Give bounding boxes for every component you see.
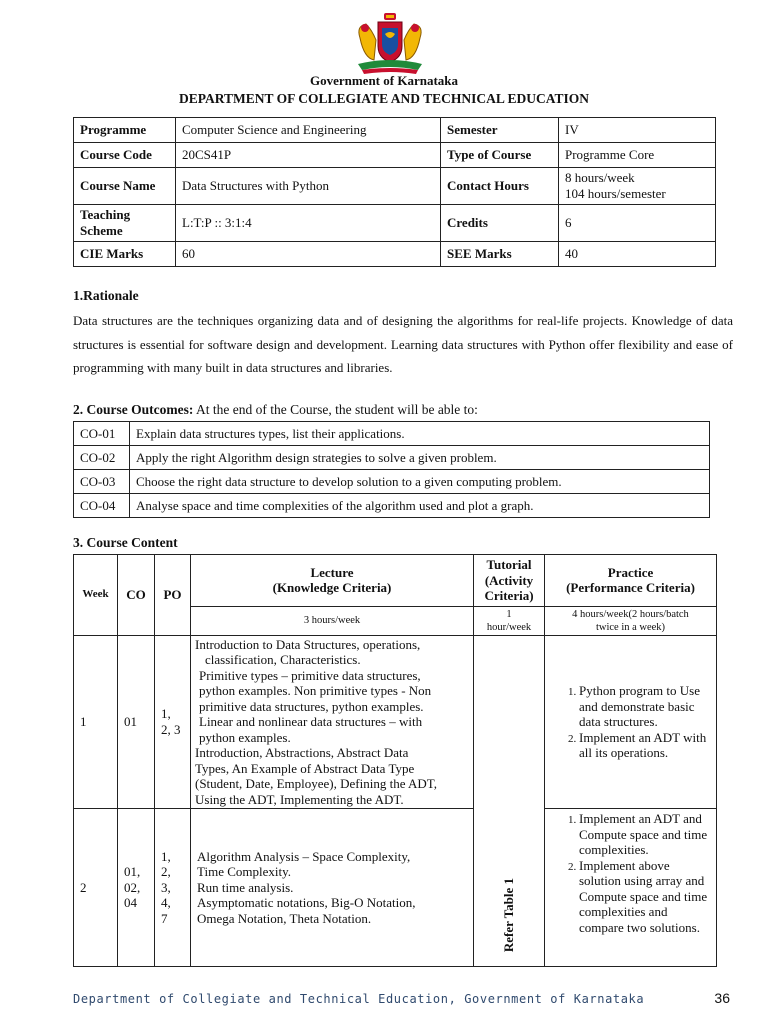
practice-item: 2. Implement an ADT with all its operations. [579, 730, 710, 761]
lecture-line: python examples. Non primitive types - Non [199, 683, 432, 698]
po-line: 7 [161, 910, 168, 926]
semester-value: IV [559, 118, 716, 143]
practice-item: 1. Python program to Use and demonstrate basic data structures. [579, 683, 710, 730]
programme-label: Programme [74, 118, 176, 143]
tutorial-header [474, 555, 545, 607]
lecture-line: Time Complexity. [197, 864, 292, 880]
tutorial-hours-line: hour/week [486, 621, 532, 633]
outcome-code: CO-04 [74, 494, 130, 518]
contact-value [559, 168, 716, 205]
rationale-heading: 1.Rationale [73, 288, 139, 303]
lecture-line: Primitive types – primitive data structures, [199, 667, 421, 683]
contact-label: Contact Hours [441, 168, 559, 205]
see-value: 40 [559, 242, 716, 267]
lecture-line: Introduction to Data Structures, operations, [195, 636, 421, 652]
teaching-label [74, 205, 176, 242]
lecture-header-title: Lecture [310, 564, 354, 580]
week-co: 01 [118, 635, 155, 809]
lecture-line: Asymptomatic notations, Big-O Notation, [197, 895, 416, 911]
course-name-value: Data Structures with Python [176, 168, 441, 205]
po-line: 4, [161, 895, 171, 911]
outcomes-heading-line [73, 402, 478, 418]
contact-value-week: 8 hours/week [565, 170, 635, 185]
semester-label: Semester [441, 118, 559, 143]
outcome-text: Apply the right Algorithm design strategies to solve a given problem. [130, 446, 710, 470]
lecture-line: python examples. [199, 729, 291, 745]
po-line: 2, [161, 864, 171, 880]
co-header: CO [118, 555, 155, 636]
week-po [155, 809, 191, 967]
course-code-value: 20CS41P [176, 143, 441, 168]
practice-hours-line: 4 hours/week(2 hours/batch [572, 608, 689, 620]
practice-header-subtitle: (Performance Criteria) [566, 580, 695, 596]
teaching-value: L:T:P :: 3:1:4 [176, 205, 441, 242]
type-value: Programme Core [559, 143, 716, 168]
tutorial-header-line: (Activity [484, 572, 534, 588]
week-practice [545, 635, 717, 809]
lecture-hours: 3 hours/week [191, 606, 474, 635]
lecture-line: Run time analysis. [197, 879, 294, 895]
practice-item: 2. Implement above solution using array and Compute space and time complexities and compare two solutions. [579, 858, 710, 936]
outcome-code: CO-03 [74, 470, 130, 494]
outcome-code: CO-01 [74, 422, 130, 446]
content-heading: 3. Course Content [73, 535, 178, 550]
lecture-line: Types, An Example of Abstract Data Type [195, 760, 415, 776]
practice-hours-line: twice in a week) [595, 621, 666, 633]
co-line: 01, [124, 864, 141, 880]
week-practice [545, 809, 717, 967]
tutorial-header-line: Tutorial [486, 557, 532, 572]
government-title: Government of Karnataka [309, 73, 459, 88]
lecture-line: primitive data structures, python examples. [199, 698, 424, 714]
cie-value: 60 [176, 242, 441, 267]
lecture-line: (Student, Date, Employee), Defining the ADT, [195, 776, 438, 791]
cie-label: CIE Marks [74, 242, 176, 267]
co-line: 04 [124, 895, 137, 911]
week-header: Week [74, 555, 118, 636]
rationale-text: Data structures are the techniques organizing data and of designing the algorithms for real-life projects. Knowledge of data structures is essential for software design and development. Learning data structures with Python offer flexibility and ease of programming with many built in data structures and libraries. [73, 313, 733, 375]
po-line: 2, 3 [161, 721, 181, 737]
tutorial-header-line: Criteria) [484, 588, 534, 603]
course-code-label: Course Code [74, 143, 176, 168]
credits-label: Credits [441, 205, 559, 242]
table-row [74, 118, 716, 143]
outcome-text: Explain data structures types, list their applications. [130, 422, 710, 446]
lecture-line: Introduction, Abstractions, Abstract Data [195, 745, 409, 760]
teaching-label-line: Teaching [80, 207, 131, 222]
table-row [74, 635, 717, 809]
table-row [74, 143, 716, 168]
table-header-row [74, 555, 717, 607]
course-outcomes-table [73, 421, 710, 518]
po-line: 1, [161, 848, 171, 864]
page-footer: Department of Collegiate and Technical Education, Government of Karnataka [73, 992, 645, 1006]
lecture-line: Omega Notation, Theta Notation. [197, 910, 372, 926]
programme-value: Computer Science and Engineering [176, 118, 441, 143]
type-label: Type of Course [441, 143, 559, 168]
lecture-header [191, 555, 474, 607]
table-row [74, 809, 717, 967]
lecture-line: Algorithm Analysis – Space Complexity, [197, 848, 411, 864]
tutorial-cell [474, 635, 545, 967]
teaching-label-line: Scheme [80, 223, 123, 238]
outcome-code: CO-02 [74, 446, 130, 470]
week-lecture [191, 809, 474, 967]
refer-table-label: Refer Table 1 [501, 878, 517, 953]
week-number: 1 [74, 635, 118, 809]
week-co [118, 809, 155, 967]
lecture-header-subtitle: (Knowledge Criteria) [272, 580, 392, 596]
practice-hours [545, 606, 717, 635]
outcome-text: Choose the right data structure to develop solution to a given computing problem. [130, 470, 710, 494]
table-row [74, 494, 710, 518]
table-row [74, 422, 710, 446]
table-row [74, 470, 710, 494]
tutorial-hours [474, 606, 545, 635]
table-row [74, 446, 710, 470]
page-number: 36 [714, 990, 730, 1006]
tutorial-hours-line: 1 [506, 608, 512, 620]
outcome-text: Analyse space and time complexities of the algorithm used and plot a graph. [130, 494, 710, 518]
credits-value: 6 [559, 205, 716, 242]
course-name-label: Course Name [74, 168, 176, 205]
week-po [155, 635, 191, 809]
po-line: 3, [161, 879, 171, 895]
lecture-line: classification, Characteristics. [205, 652, 361, 667]
co-line: 02, [124, 879, 141, 895]
lecture-line: Linear and nonlinear data structures – with [199, 714, 423, 729]
course-info-table [73, 117, 716, 267]
week-number: 2 [74, 809, 118, 967]
practice-header-title: Practice [607, 564, 654, 580]
course-content-table [73, 554, 717, 967]
outcomes-intro: At the end of the Course, the student will be able to: [193, 402, 478, 417]
table-row [74, 205, 716, 242]
outcomes-heading: 2. Course Outcomes: [73, 402, 194, 417]
department-title: DEPARTMENT OF COLLEGIATE AND TECHNICAL EDUCATION [179, 91, 589, 106]
week-lecture [191, 635, 474, 809]
table-row [74, 168, 716, 205]
lecture-line: Using the ADT, Implementing the ADT. [195, 791, 404, 807]
contact-value-semester: 104 hours/semester [565, 186, 666, 201]
practice-header [545, 555, 717, 607]
practice-item: 1. Implement an ADT and Compute space and time complexities. [579, 811, 710, 858]
po-line: 1, [161, 706, 171, 722]
see-label: SEE Marks [441, 242, 559, 267]
karnataka-emblem-icon [352, 12, 428, 76]
po-header: PO [155, 555, 191, 636]
table-row [74, 242, 716, 267]
